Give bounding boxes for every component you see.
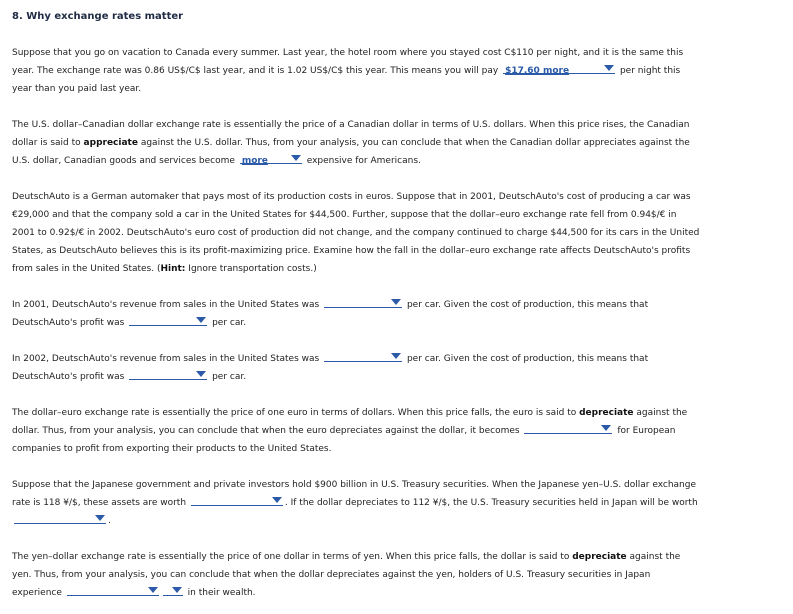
p5-text-b: per car. Given the cost of production, this means that DeutschAuto's profit was [12, 354, 649, 382]
p3-text-b: Ignore transportation costs.) [188, 264, 317, 274]
p8-text-c: in their wealth. [187, 588, 256, 598]
chevron-down-icon [391, 353, 401, 359]
assets-worth-118-dropdown[interactable] [191, 494, 283, 506]
paragraph-vacation [12, 44, 702, 98]
p1-text-a: Suppose that you go on vacation to Canada every summer. Last year, the hotel room where you stayed cost C$110 per night, and it is the same this year. The exchange rate was 0.86 US$/C$ last year, and it is 1.02 US$/C$ this year. This means you will pay [12, 48, 684, 76]
revenue-2001-dropdown[interactable] [324, 296, 402, 308]
profit-2002-dropdown[interactable] [129, 368, 207, 380]
p6-text-a: The dollar–euro exchange rate is essentially the price of one euro in terms of dollars. When this price falls, the euro is said to [12, 408, 577, 418]
p5-text-a: In 2002, DeutschAuto's revenue from sales in the United States was [12, 354, 320, 364]
p8-text-a: The yen–dollar exchange rate is essentially the price of one dollar in terms of yen. When this price falls, the dollar is said to [12, 552, 570, 562]
wealth-direction-dropdown[interactable] [163, 584, 183, 596]
p2-text-b: against the U.S. dollar. Thus, from your analysis, you can conclude that when the Canadian dollar appreciates against the U.S. dollar, Canadian goods and services become [12, 138, 690, 166]
paragraph-2001 [12, 296, 702, 332]
p1-text-b: per night this year than you paid last year. [12, 66, 681, 94]
p3-text-a: DeutschAuto is a German automaker that pays most of its production costs in euros. Suppose that in 2001, DeutschAuto's cost of producing a car was €29,000 and that the company sold a car in the United States for $44,500. Further, suppose that the dollar–euro exchange rate fell from 0.94$/€ in 2001 to 0.92$/€ in 2002. DeutschAuto's euro cost of production did not change, and the company continued to charge $44,500 for its cars in the United States, as DeutschAuto believes this is its profit-maximizing price. Examine how the fall in the dollar–euro exchange rate affects DeutschAuto's profits from sales in the United States. ( [12, 192, 700, 274]
profit-2001-dropdown[interactable] [129, 314, 207, 326]
chevron-down-icon [95, 515, 105, 521]
paragraph-yen-dollar [12, 548, 702, 602]
p8-text-b: against the yen. Thus, from your analysis, you can conclude that when the dollar depreciates against the yen, holders of U.S. Treasury securities in Japan experience [12, 552, 681, 598]
chevron-down-icon [172, 587, 182, 593]
p7-text-a: Suppose that the Japanese government and private investors hold $900 billion in U.S. Treasury securities. When the Japanese yen–U.S. dollar exchange rate is 118 ¥/$, these assets are worth [12, 480, 696, 508]
question-title: 8. Why exchange rates matter [12, 11, 184, 22]
p8-bold-depreciate: depreciate [572, 552, 627, 562]
p6-bold-depreciate: depreciate [579, 408, 634, 418]
p6-text-c: for European companies to profit from exporting their products to the United States. [12, 426, 676, 454]
paragraph-japan-treasury [12, 476, 702, 530]
euro-profit-dropdown[interactable] [524, 422, 612, 434]
canadian-goods-dropdown[interactable]: more [240, 152, 302, 164]
paragraph-cad-usd [12, 116, 702, 170]
p6-text-b: against the dollar. Thus, from your analysis, you can conclude that when the euro depreciates against the dollar, it becomes [12, 408, 688, 436]
wealth-type-dropdown[interactable] [67, 584, 159, 596]
paragraph-dollar-euro [12, 404, 702, 458]
chevron-down-icon [148, 587, 158, 593]
chevron-down-icon [196, 317, 206, 323]
assets-worth-112-dropdown[interactable] [14, 512, 106, 524]
p7-text-b: . If the dollar depreciates to 112 ¥/$, the U.S. Treasury securities held in Japan will be worth [284, 498, 698, 508]
paragraph-2002 [12, 350, 702, 386]
p3-hint-label: Hint: [160, 264, 186, 274]
p2-text-a: The U.S. dollar–Canadian dollar exchange rate is essentially the price of a Canadian dollar in terms of U.S. dollars. When this price rises, the Canadian dollar is said to [12, 120, 690, 148]
p2-text-c: expensive for Americans. [306, 156, 421, 166]
p7-text-c: . [108, 516, 111, 526]
chevron-down-icon [291, 155, 301, 161]
p2-bold-appreciate: appreciate [83, 138, 138, 148]
p4-text-b: per car. Given the cost of production, this means that DeutschAuto's profit was [12, 300, 649, 328]
paragraph-deutschauto [12, 188, 702, 278]
p4-text-a: In 2001, DeutschAuto's revenue from sales in the United States was [12, 300, 320, 310]
revenue-2002-dropdown[interactable] [324, 350, 402, 362]
chevron-down-icon [272, 497, 282, 503]
chevron-down-icon [196, 371, 206, 377]
p5-text-c: per car. [212, 372, 247, 382]
p4-text-c: per car. [212, 318, 247, 328]
chevron-down-icon [601, 425, 611, 431]
chevron-down-icon [391, 299, 401, 305]
extra-cost-dropdown[interactable]: $17.60 more [503, 62, 615, 74]
chevron-down-icon [604, 65, 614, 71]
